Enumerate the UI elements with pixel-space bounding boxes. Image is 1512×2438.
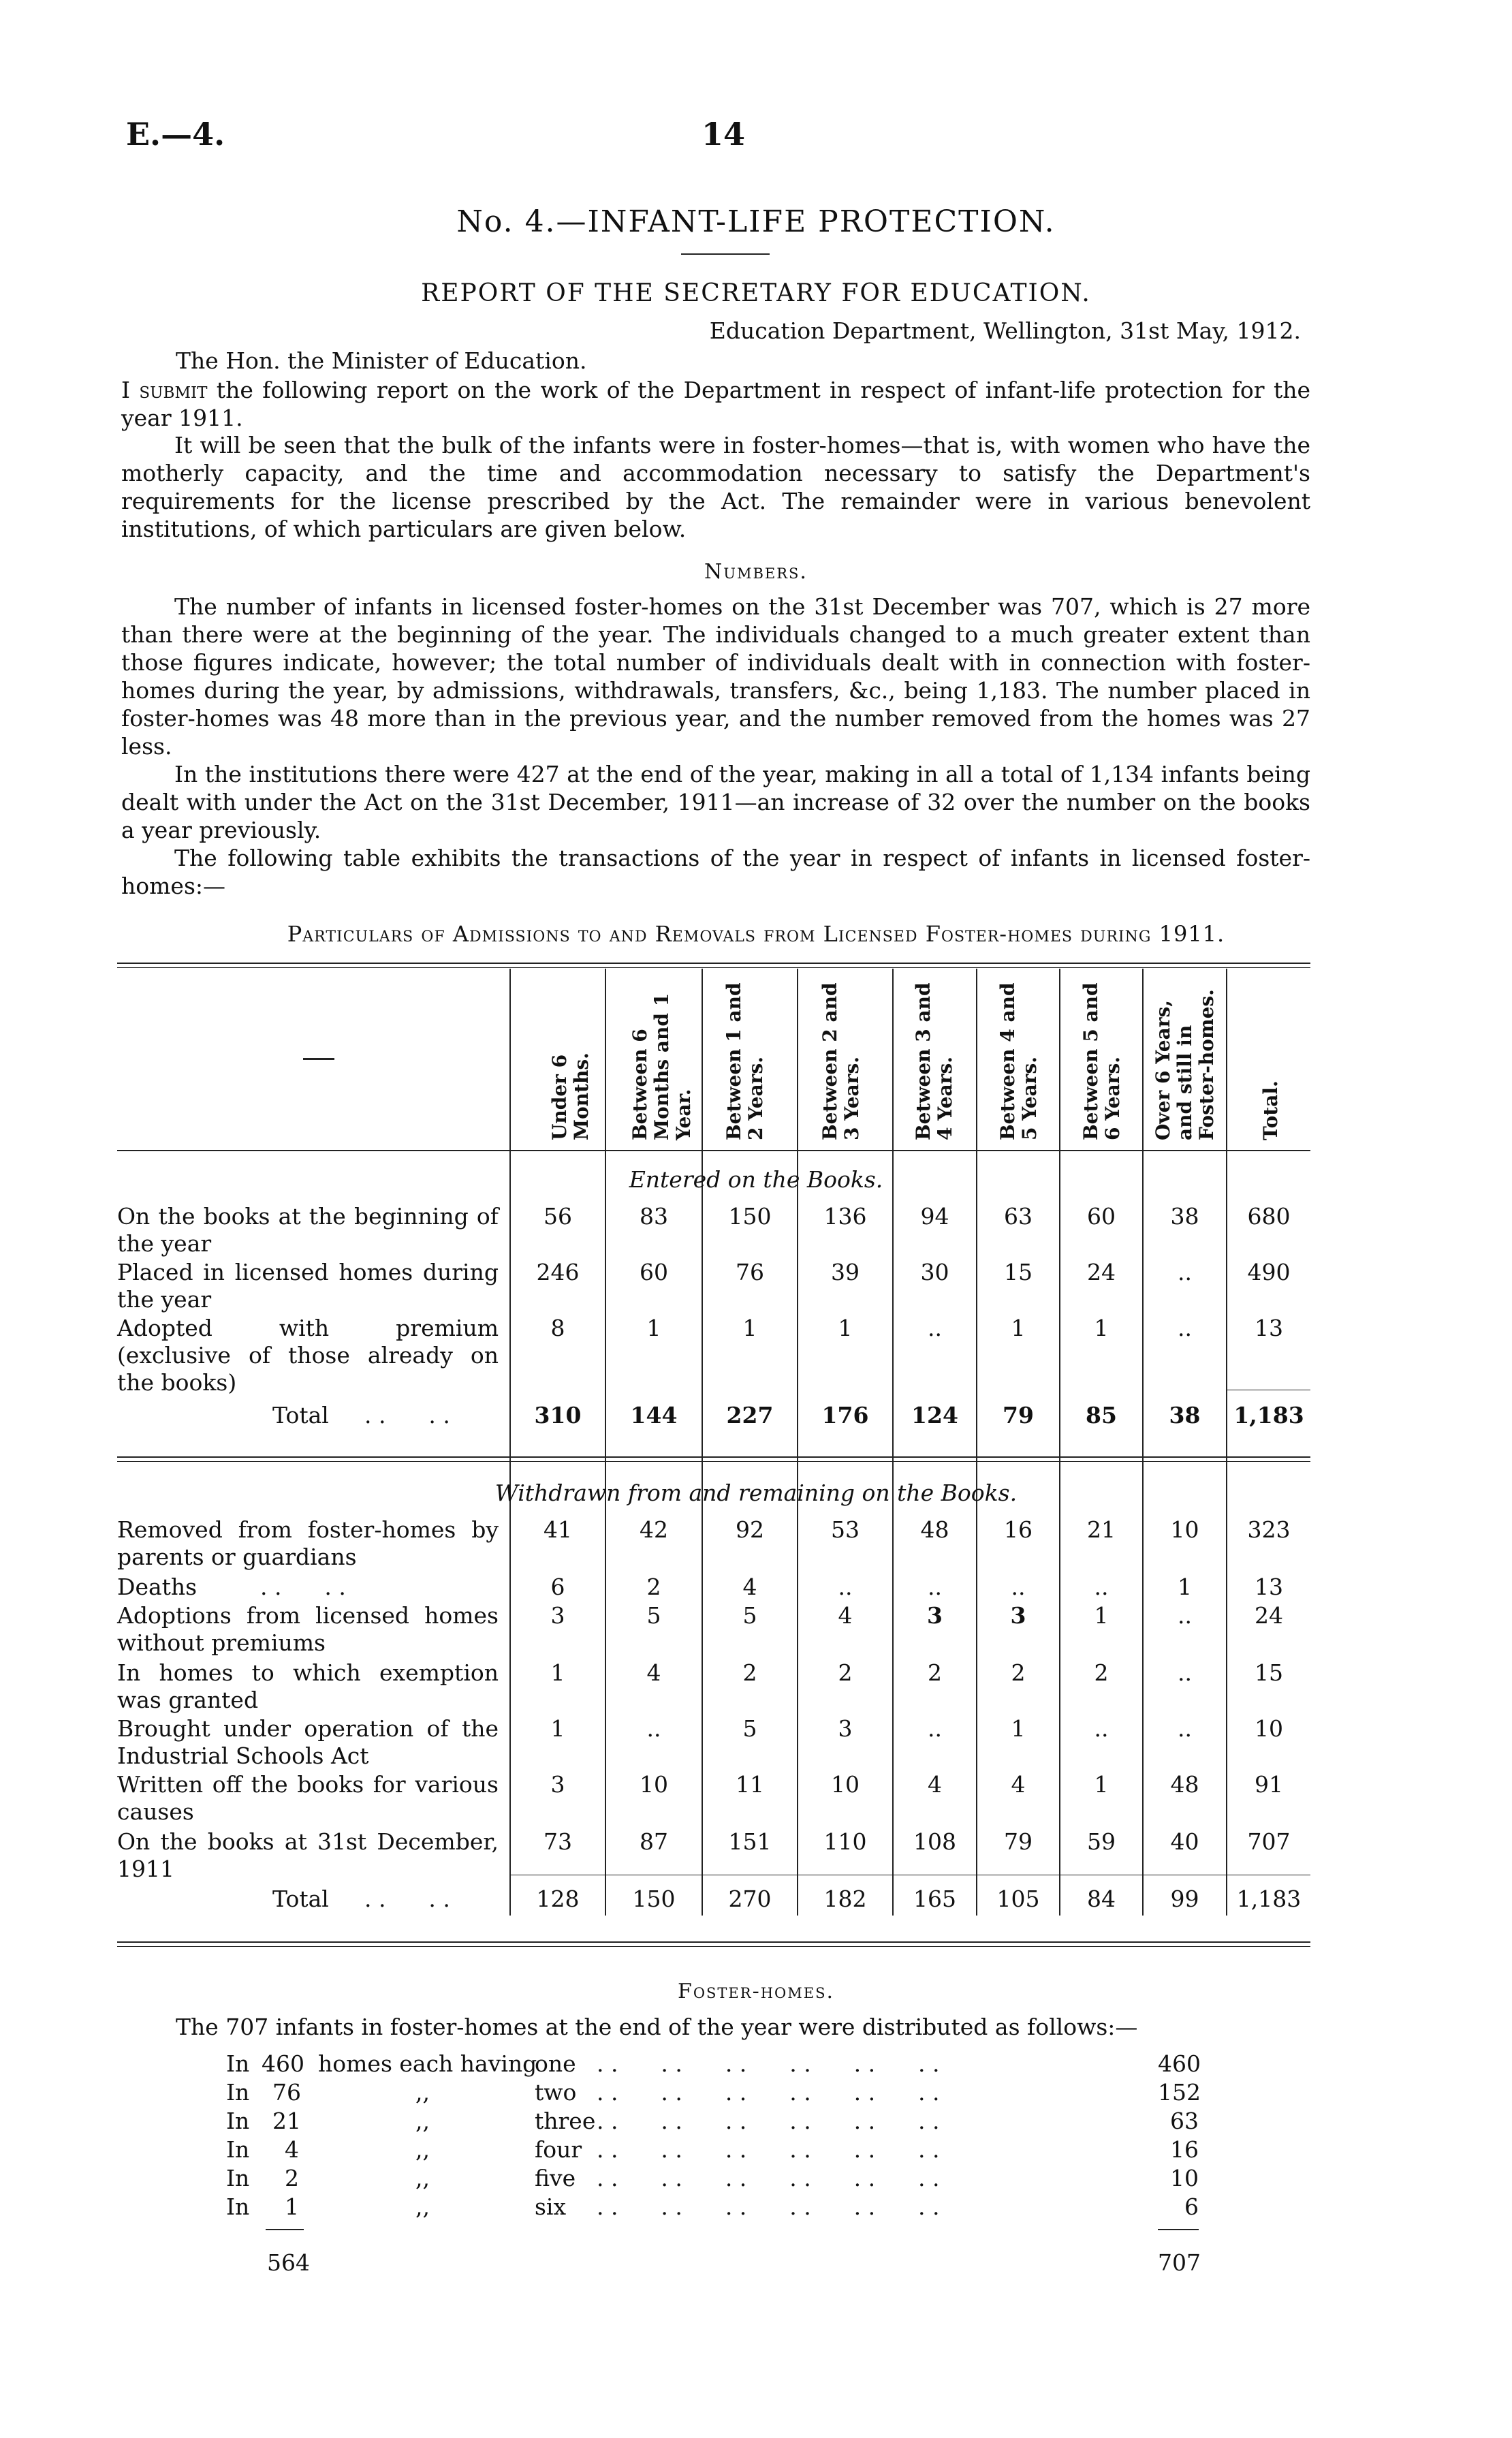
dist-leaders: . . . . . . . . . . . . <box>597 2165 940 2191</box>
dist-leaders: . . . . . . . . . . . . <box>597 2108 940 2134</box>
table-cell: 4 <box>838 1602 853 1629</box>
row-label-deaths-text: Deaths <box>117 1574 198 1600</box>
table-cell: 3 <box>550 1771 565 1798</box>
dist-homes: 76 <box>272 2079 301 2106</box>
header-bottom-rule <box>117 1150 1310 1151</box>
col-head-under-6-months: Under 6 Months. <box>548 1052 593 1140</box>
table-cell: 1 <box>1094 1602 1109 1629</box>
section-rule <box>117 1456 1310 1458</box>
table-cell: 1 <box>1011 1715 1026 1742</box>
table-cell: 10 <box>1255 1715 1283 1742</box>
table-cell: 10 <box>831 1771 860 1798</box>
col-head-6-months-1-year: Between 6 Months and 1 Year. <box>629 993 695 1140</box>
table-cell: 2 <box>742 1659 757 1686</box>
dist-prefix: In <box>226 2165 250 2191</box>
section-rule-inner <box>117 1461 1310 1462</box>
dist-phrase: ,, <box>415 2136 430 2163</box>
col-head-over-6-years: Over 6 Years, and still in Foster-homes. <box>1152 989 1218 1140</box>
table-cell: 21 <box>1087 1516 1116 1543</box>
table-cell: 1 <box>742 1315 757 1341</box>
total-cell: 38 <box>1169 1402 1201 1428</box>
table-cell: 53 <box>831 1516 860 1543</box>
intro-paragraph <box>121 376 1310 432</box>
table-cell: 5 <box>742 1602 757 1629</box>
total-cell: 176 <box>821 1402 869 1428</box>
table-cell: .. <box>1178 1602 1192 1629</box>
col-head-total: Total. <box>1259 1080 1282 1140</box>
table-cell: 48 <box>1170 1771 1199 1798</box>
table-cell: 76 <box>736 1259 764 1285</box>
table-cell: 42 <box>640 1516 668 1543</box>
row-label-exemption: In homes to which exemption was granted <box>117 1659 499 1713</box>
table-cell: 2 <box>838 1659 853 1686</box>
table-cell: 1 <box>838 1315 853 1341</box>
dist-homes: 2 <box>285 2165 299 2191</box>
section-entered-label: Entered on the Books. <box>629 1166 883 1193</box>
table-cell: .. <box>1178 1715 1192 1742</box>
row-label-on-books-beginning: On the books at the beginning of the year <box>117 1203 499 1257</box>
table-cell: 48 <box>920 1516 949 1543</box>
dist-word: six <box>535 2193 567 2220</box>
intro-lead: I submit <box>121 377 208 403</box>
table-cell: 2 <box>646 1574 661 1600</box>
entered-total-label: Total <box>272 1402 329 1428</box>
table-cell: 2 <box>1011 1659 1026 1686</box>
table-cell: 63 <box>1004 1203 1033 1230</box>
table-cell: 707 <box>1247 1828 1291 1855</box>
table-top-rule-inner <box>117 967 1310 968</box>
table-cell: 15 <box>1004 1259 1033 1285</box>
table-cell: 13 <box>1255 1574 1283 1600</box>
total-leaders: . . . . <box>364 1886 450 1912</box>
salutation: The Hon. the Minister of Education. <box>176 347 587 374</box>
dist-leaders: . . . . . . . . . . . . <box>597 2050 940 2077</box>
table-cell: 10 <box>640 1771 668 1798</box>
total-cell: 310 <box>534 1402 582 1428</box>
bulk-paragraph: It will be seen that the bulk of the infants were in foster-homes—that is, with women who have the motherly capacity, and the time and accommodation necessary to satisfy the Department's requirements for the license prescribed by the Act. The remainder were in various benevolent institutions, of which particulars are given below. <box>121 432 1310 542</box>
dist-word: three <box>535 2108 596 2134</box>
page-number: 14 <box>702 116 746 153</box>
col-head-3-4-years: Between 3 and 4 Years. <box>912 982 956 1140</box>
table-cell: .. <box>838 1574 853 1600</box>
total-cell: 227 <box>726 1402 774 1428</box>
table-cell: .. <box>928 1715 942 1742</box>
table-cell: 4 <box>646 1659 661 1686</box>
col-head-1-2-years: Between 1 and 2 Years. <box>723 982 767 1140</box>
numbers-paragraph-3: The following table exhibits the transactions of the year in respect of infants in licensed foster-homes:— <box>121 845 1310 899</box>
table-cell: 24 <box>1255 1602 1283 1629</box>
table-cell: 1 <box>550 1715 565 1742</box>
total-cell: 165 <box>913 1886 956 1912</box>
table-cell: 16 <box>1004 1516 1033 1543</box>
table-cell: 10 <box>1170 1516 1199 1543</box>
table-bottom-rule-inner <box>117 1946 1310 1947</box>
table-cell: 60 <box>1087 1203 1116 1230</box>
col-head-5-6-years: Between 5 and 6 Years. <box>1080 982 1124 1140</box>
table-cell: .. <box>928 1574 942 1600</box>
table-cell: 4 <box>742 1574 757 1600</box>
dist-homes-total: 564 <box>267 2249 310 2276</box>
dist-count: 16 <box>1170 2136 1199 2163</box>
table-cell: 246 <box>536 1259 580 1285</box>
col-head-4-5-years: Between 4 and 5 Years. <box>996 982 1041 1140</box>
table-cell: 1 <box>550 1659 565 1686</box>
table-cell: 4 <box>1011 1771 1026 1798</box>
dist-phrase: ,, <box>415 2193 430 2220</box>
table-cell: 680 <box>1247 1203 1291 1230</box>
total-cell: 105 <box>996 1886 1040 1912</box>
dist-prefix: In <box>226 2050 250 2077</box>
numbers-paragraph-1: The number of infants in licensed foster-homes on the 31st December was 707, which is 27 more than there were at the beginning of the year. The individuals changed to a much greater extent than those figures indicate, however; the total number of individuals dealt with in connection with foster-homes during the year, by admissions, withdrawals, transfers, &c., being 1,183. The number placed in foster-homes was 48 more than in the previous year, and the number removed from the homes was 27 less. <box>121 593 1310 760</box>
table-cell: 15 <box>1255 1659 1283 1686</box>
table-cell: 5 <box>742 1715 757 1742</box>
table-cell: 1 <box>1094 1315 1109 1341</box>
table-cell: 108 <box>913 1828 956 1855</box>
table-cell: .. <box>646 1715 661 1742</box>
row-label-removed-parents: Removed from foster-homes by parents or guardians <box>117 1516 499 1570</box>
row-label-deaths <box>117 1574 499 1601</box>
table-cell: 40 <box>1170 1828 1199 1855</box>
blank-header-dash <box>303 1058 334 1060</box>
dist-count: 6 <box>1184 2193 1199 2220</box>
table-cell: 38 <box>1170 1203 1199 1230</box>
table-cell: 39 <box>831 1259 860 1285</box>
total-leaders: . . . . <box>364 1402 450 1428</box>
table-cell: 56 <box>544 1203 572 1230</box>
total-cell: 79 <box>1003 1402 1034 1428</box>
table-cell: 136 <box>823 1203 867 1230</box>
row-label-adopted-premium: Adopted with premium (exclusive of those already on the books) <box>117 1315 499 1396</box>
table-cell: .. <box>1094 1715 1109 1742</box>
dist-phrase: ,, <box>415 2108 430 2134</box>
table-cell: 3 <box>838 1715 853 1742</box>
table-cell: 490 <box>1247 1259 1291 1285</box>
table-cell: 91 <box>1255 1771 1283 1798</box>
dist-homes: 460 <box>262 2050 304 2077</box>
dateline: Education Department, Wellington, 31st May, 1912. <box>709 317 1301 344</box>
dist-count: 10 <box>1170 2165 1199 2191</box>
dist-prefix: In <box>226 2193 250 2220</box>
dist-count: 63 <box>1170 2108 1199 2134</box>
table-cell: 60 <box>640 1259 668 1285</box>
row-label-on-books-december: On the books at 31st December, 1911 <box>117 1828 499 1882</box>
table-cell: 30 <box>920 1259 949 1285</box>
dist-homes-total-rule <box>266 2229 304 2230</box>
dist-prefix: In <box>226 2079 250 2106</box>
table-cell: .. <box>1178 1659 1192 1686</box>
total-cell: 1,183 <box>1233 1402 1304 1428</box>
report-subtitle: REPORT OF THE SECRETARY FOR EDUCATION. <box>421 279 1091 307</box>
withdrawn-total-label: Total <box>272 1886 329 1912</box>
row-label-adoptions-without-premiums: Adoptions from licensed homes without premiums <box>117 1602 499 1656</box>
dist-leaders: . . . . . . . . . . . . <box>597 2079 940 2106</box>
dist-phrase: homes each having <box>318 2050 537 2077</box>
table-cell: 11 <box>736 1771 764 1798</box>
table-cell: 59 <box>1087 1828 1116 1855</box>
dist-prefix: In <box>226 2108 250 2134</box>
table-cell: 150 <box>728 1203 772 1230</box>
title-rule <box>681 253 770 255</box>
table-cell: .. <box>1011 1574 1026 1600</box>
total-cell: 124 <box>911 1402 958 1428</box>
table-cell: 8 <box>550 1315 565 1341</box>
table-cell: .. <box>1094 1574 1109 1600</box>
table-cell: 1 <box>1178 1574 1192 1600</box>
table-cell: 1 <box>1011 1315 1026 1341</box>
dist-homes: 4 <box>285 2136 299 2163</box>
table-cell: 1 <box>646 1315 661 1341</box>
table-cell: 6 <box>550 1574 565 1600</box>
table-cell: 79 <box>1004 1828 1033 1855</box>
table-cell: 94 <box>920 1203 949 1230</box>
total-cell: 84 <box>1087 1886 1116 1912</box>
dist-word: two <box>535 2079 577 2106</box>
intro-text: the following report on the work of the Department in respect of infant-life protection for the year 1911. <box>121 377 1310 431</box>
table-title: Particulars of Admissions to and Removals from Licensed Foster-homes during 1911. <box>287 921 1225 947</box>
dist-word: five <box>535 2165 576 2191</box>
table-cell: 1 <box>1094 1771 1109 1798</box>
numbers-paragraph-2: In the institutions there were 427 at the end of the year, making in all a total of 1,134 infants being dealt with under the Act on the 31st December, 1911—an increase of 32 over the number on the books a year previously. <box>121 761 1310 843</box>
dist-count: 460 <box>1158 2050 1201 2077</box>
table-cell: 110 <box>823 1828 867 1855</box>
dist-prefix: In <box>226 2136 250 2163</box>
dist-count-total: 707 <box>1158 2249 1201 2276</box>
table-cell: 73 <box>544 1828 572 1855</box>
dist-word: four <box>535 2136 582 2163</box>
numbers-heading: Numbers. <box>704 560 808 584</box>
table-cell: .. <box>1178 1259 1192 1285</box>
total-cell: 182 <box>823 1886 867 1912</box>
foster-homes-heading: Foster-homes. <box>678 1980 834 2003</box>
dist-homes: 21 <box>272 2108 301 2134</box>
table-cell: 3 <box>927 1602 943 1629</box>
table-cell: 24 <box>1087 1259 1116 1285</box>
dist-homes: 1 <box>285 2193 299 2220</box>
table-bottom-rule <box>117 1941 1310 1943</box>
total-cell: 85 <box>1086 1402 1117 1428</box>
table-cell: .. <box>928 1315 942 1341</box>
foster-homes-intro: The 707 infants in foster-homes at the end of the year were distributed as follows:— <box>176 2014 1138 2040</box>
dist-leaders: . . . . . . . . . . . . <box>597 2136 940 2163</box>
total-cell: 150 <box>632 1886 676 1912</box>
table-cell: 151 <box>728 1828 772 1855</box>
row-label-industrial-schools: Brought under operation of the Industrial Schools Act <box>117 1715 499 1769</box>
dist-count: 152 <box>1158 2079 1201 2106</box>
total-cell: 99 <box>1170 1886 1199 1912</box>
table-cell: .. <box>1178 1315 1192 1341</box>
total-cell: 144 <box>630 1402 678 1428</box>
table-cell: 92 <box>736 1516 764 1543</box>
table-cell: 3 <box>550 1602 565 1629</box>
table-cell: 2 <box>1094 1659 1109 1686</box>
table-cell: 323 <box>1247 1516 1291 1543</box>
row-leaders: . . . . <box>260 1574 346 1600</box>
page-ref: E.—4. <box>126 116 225 153</box>
table-cell: 41 <box>544 1516 572 1543</box>
table-top-rule <box>117 963 1310 964</box>
section-withdrawn-label: Withdrawn from and remaining on the Books. <box>494 1480 1018 1506</box>
row-label-written-off: Written off the books for various causes <box>117 1771 499 1825</box>
table-cell: 2 <box>928 1659 942 1686</box>
document-title: No. 4.—INFANT-LIFE PROTECTION. <box>456 204 1056 239</box>
row-label-placed-licensed: Placed in licensed homes during the year <box>117 1259 499 1313</box>
total-cell: 128 <box>536 1886 580 1912</box>
dist-word: one <box>535 2050 576 2077</box>
total-cell: 1,183 <box>1236 1886 1302 1912</box>
table-cell: 83 <box>640 1203 668 1230</box>
total-cell: 270 <box>728 1886 772 1912</box>
table-cell: 5 <box>646 1602 661 1629</box>
dist-count-total-rule <box>1158 2229 1199 2230</box>
dist-phrase: ,, <box>415 2165 430 2191</box>
table-cell: 4 <box>928 1771 942 1798</box>
col-head-2-3-years: Between 2 and 3 Years. <box>819 982 863 1140</box>
table-cell: 3 <box>1010 1602 1026 1629</box>
dist-phrase: ,, <box>415 2079 430 2106</box>
table-cell: 13 <box>1255 1315 1283 1341</box>
table-cell: 87 <box>640 1828 668 1855</box>
dist-leaders: . . . . . . . . . . . . <box>597 2193 940 2220</box>
